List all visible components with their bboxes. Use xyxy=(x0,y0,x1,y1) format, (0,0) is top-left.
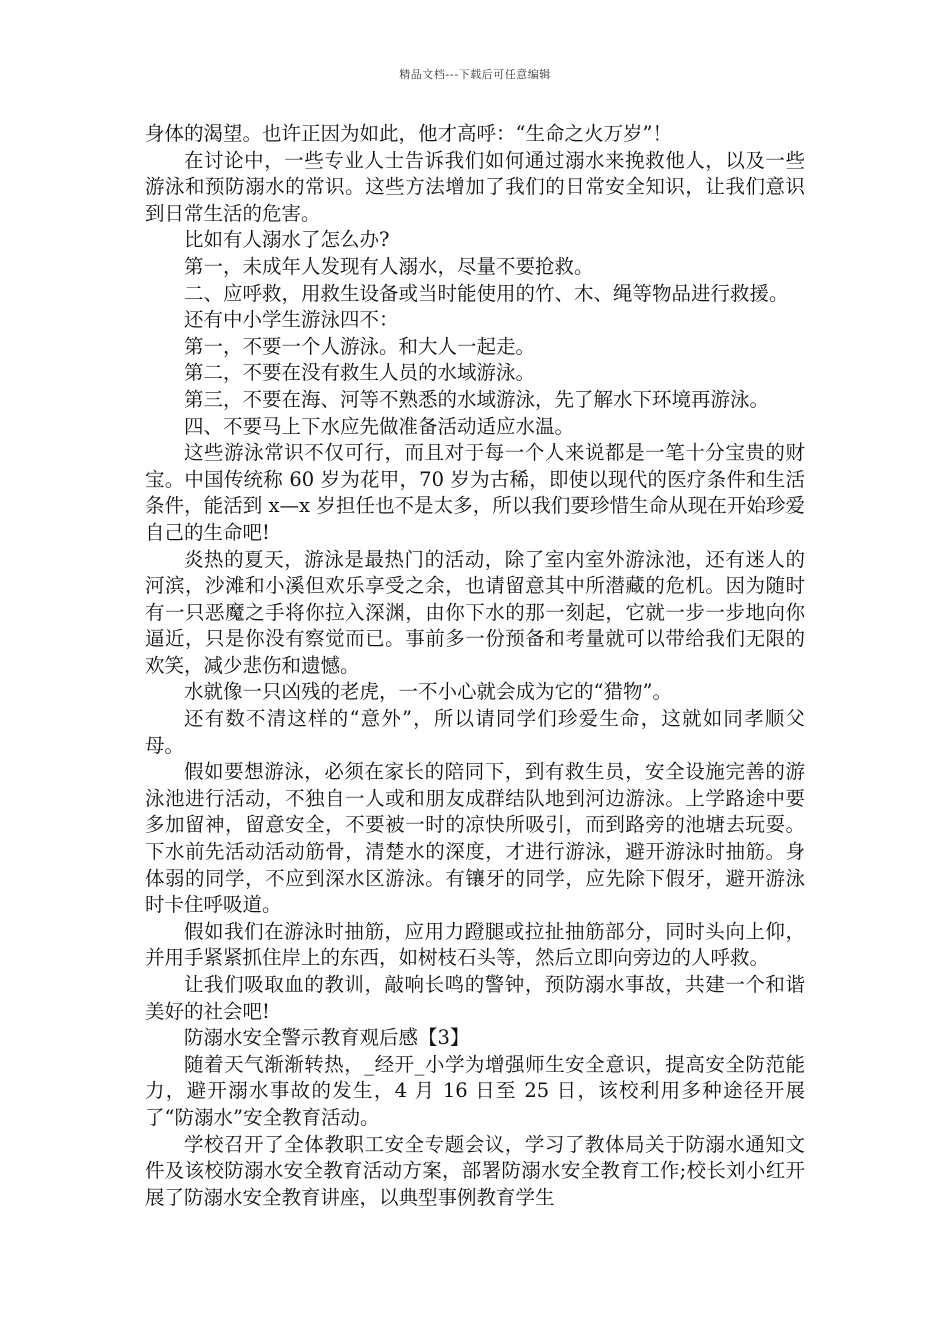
paragraph: 比如有人溺水了怎么办? xyxy=(184,228,390,252)
document-body xyxy=(145,121,805,1211)
paragraph: 身体的渴望。也许正因为如此，他才高呼：“生命之火万岁”！ xyxy=(145,122,672,145)
paragraph: 还有中小学生游泳四不： xyxy=(184,308,399,332)
page-header: 精品文档---下载后可任意编辑 xyxy=(399,68,551,81)
paragraph: 第一，不要一个人游泳。和大人一起走。 xyxy=(184,334,536,358)
paragraph: 学校召开了全体教职工安全专题会议，学习了教体局关于防溺水通知文件及该校防溺水安全教育活动方案，部署防溺水安全教育工作;校长刘小红开展了防溺水安全教育讲座，以典型事例教育学生 xyxy=(145,1132,805,1209)
paragraph: 第三，不要在海、河等不熟悉的水域游泳，先了解水下环境再游泳。 xyxy=(184,387,770,411)
paragraph: 假如我们在游泳时抽筋，应用力蹬腿或拉扯抽筋部分，同时头向上仰，并用手紧紧抓住岸上的东西，如树枝石头等，然后立即向旁边的人呼救。 xyxy=(145,919,805,970)
paragraph: 第二，不要在没有救生人员的水域游泳。 xyxy=(184,361,536,385)
paragraph: 炎热的夏天，游泳是最热门的活动，除了室内室外游泳池，还有迷人的河滨，沙滩和小溪但欢乐享受之余，也请留意其中所潜藏的危机。因为随时有一只恶魔之手将你拉入深渊，由你下水的那一刻起，它就一步一步地向你逼近，只是你没有察觉而已。事前多一份预备和考量就可以带给我们无限的欢笑，减少悲伤和遗憾。 xyxy=(145,547,805,677)
paragraph: 让我们吸取血的教训，敲响长鸣的警钟，预防溺水事故，共建一个和谐美好的社会吧! xyxy=(145,973,805,1023)
paragraph: 第一，未成年人发现有人溺水，尽量不要抢救。 xyxy=(184,254,594,278)
paragraph: 二、应呼救，用救生设备或当时能使用的竹、木、绳等物品进行救援。 xyxy=(184,281,789,305)
paragraph: 水就像一只凶残的老虎，一不小心就会成为它的“猎物”。 xyxy=(184,680,672,704)
paragraph: 假如要想游泳，必须在家长的陪同下，到有救生员，安全设施完善的游泳池进行活动，不独自一人或和朋友成群结队地到河边游泳。上学路途中要多加留神，留意安全，不要被一时的凉快所吸引，而到路旁的池塘去玩耍。下水前先活动活动筋骨，清楚水的深度，才进行游泳，避开游泳时抽筋。身体弱的同学，不应到深水区游泳。有镶牙的同学，应先除下假牙，避开游泳时卡住呼吸道。 xyxy=(145,760,805,917)
paragraph: 这些游泳常识不仅可行，而且对于每一个人来说都是一笔十分宝贵的财宝。中国传统称 60 岁为花甲，70 岁为古稀，即使以现代的医疗条件和生活条件，能活到 x—x 岁担任也不是太多，所以我们要珍惜生命从现在开始珍爱自己的生命吧! xyxy=(145,441,805,544)
paragraph: 还有数不清这样的“意外”，所以请同学们珍爱生命，这就如同孝顺父母。 xyxy=(145,707,805,757)
section-heading: 防溺水安全警示教育观后感【3】 xyxy=(184,1026,470,1050)
paragraph: 在讨论中，一些专业人士告诉我们如何通过溺水来挽救他人，以及一些游泳和预防溺水的常识。这些方法增加了我们的日常安全知识，让我们意识到日常生活的危害。 xyxy=(145,148,805,225)
paragraph: 随着天气渐渐转热，_经开_小学为增强师生安全意识，提高安全防范能力，避开溺水事故的发生，4 月 16 日至 25 日，该校利用多种途径开展了“防溺水”安全教育活动。 xyxy=(145,1052,805,1129)
paragraph: 四、不要马上下水应先做准备活动适应水温。 xyxy=(184,414,575,438)
